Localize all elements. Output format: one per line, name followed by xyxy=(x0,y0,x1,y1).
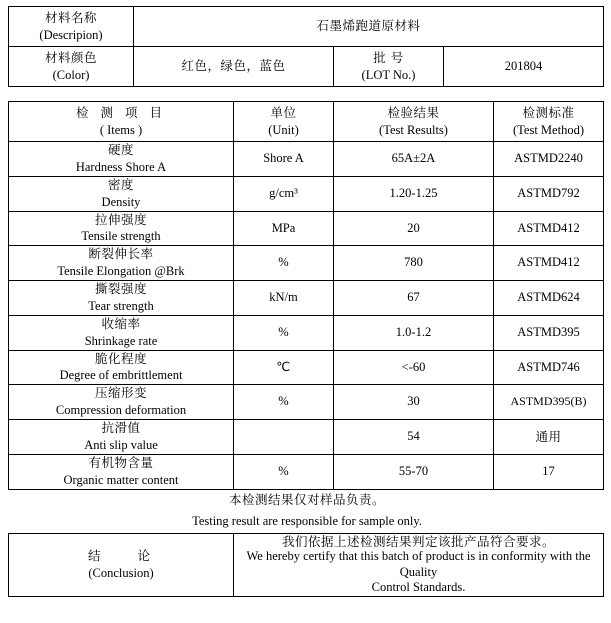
cell-result: 65A±2A xyxy=(334,142,494,177)
table-row xyxy=(9,454,604,489)
cell-item: 脆化程度 Degree of embrittlement xyxy=(9,350,234,385)
cell-unit: % xyxy=(234,246,334,281)
column-header-results: 检验结果 (Test Results) xyxy=(334,102,494,142)
label-lot-en: (LOT No.) xyxy=(361,67,416,82)
label-lot xyxy=(334,47,444,87)
cell-unit: kN/m xyxy=(234,281,334,316)
cell-item: 收缩率 Shrinkage rate xyxy=(9,315,234,350)
label-lot-cn: 批 号 xyxy=(373,49,404,65)
cell-unit xyxy=(234,420,334,455)
conclusion-body xyxy=(234,533,604,597)
cell-item: 断裂伸长率 Tensile Elongation @Brk xyxy=(9,246,234,281)
column-header-unit: 单位 (Unit) xyxy=(234,102,334,142)
conclusion-row xyxy=(9,533,604,597)
table-row-color-lot xyxy=(9,47,604,87)
table-row xyxy=(9,281,604,316)
report-sheet xyxy=(8,6,603,597)
cell-unit: % xyxy=(234,315,334,350)
note-row-cn xyxy=(9,489,604,511)
label-description-cn: 材料名称 xyxy=(44,9,97,25)
cell-item: 硬度 Hardness Shore A xyxy=(9,142,234,177)
cell-result: 1.0-1.2 xyxy=(334,315,494,350)
value-color: 红色，绿色，蓝色 xyxy=(134,47,334,87)
cell-method: 通用 xyxy=(494,420,604,455)
conclusion-label-en: (Conclusion) xyxy=(88,565,154,580)
cell-result: 1.20-1.25 xyxy=(334,176,494,211)
table-row xyxy=(9,350,604,385)
cell-item: 压缩形变 Compression deformation xyxy=(9,385,234,420)
table-row xyxy=(9,142,604,177)
label-description xyxy=(9,7,134,47)
cell-method: ASTMD395(B) xyxy=(494,385,604,420)
label-color-cn: 材料颜色 xyxy=(44,49,97,65)
cell-item: 有机物含量 Organic matter content xyxy=(9,454,234,489)
cell-method: ASTMD746 xyxy=(494,350,604,385)
note-en: Testing result are responsible for sample only. xyxy=(192,513,422,528)
label-description-en: (Descripion) xyxy=(39,27,103,42)
table-row-description xyxy=(9,7,604,47)
section-gap xyxy=(8,87,603,101)
cell-result: 55-70 xyxy=(334,454,494,489)
cell-unit: Shore A xyxy=(234,142,334,177)
cell-method: 17 xyxy=(494,454,604,489)
cell-method: ASTMD2240 xyxy=(494,142,604,177)
cell-item: 密度 Density xyxy=(9,176,234,211)
cell-result: 30 xyxy=(334,385,494,420)
cell-result: 780 xyxy=(334,246,494,281)
column-header-method: 检测标准 (Test Method) xyxy=(494,102,604,142)
table-row xyxy=(9,385,604,420)
cell-result: 67 xyxy=(334,281,494,316)
cell-method: ASTMD395 xyxy=(494,315,604,350)
table-row xyxy=(9,246,604,281)
cell-method: ASTMD624 xyxy=(494,281,604,316)
cell-unit: ℃ xyxy=(234,350,334,385)
table-header-row xyxy=(9,102,604,142)
cell-result: 20 xyxy=(334,211,494,246)
cell-unit: g/cm³ xyxy=(234,176,334,211)
cell-item: 撕裂强度 Tear strength xyxy=(9,281,234,316)
cell-unit: MPa xyxy=(234,211,334,246)
conclusion-label xyxy=(9,533,234,597)
cell-method: ASTMD412 xyxy=(494,211,604,246)
column-header-items: 检 测 项 目 ( Items ) xyxy=(9,102,234,142)
cell-result: 54 xyxy=(334,420,494,455)
table-row xyxy=(9,315,604,350)
cell-method: ASTMD792 xyxy=(494,176,604,211)
note-row-en xyxy=(9,511,604,533)
cell-method: ASTMD412 xyxy=(494,246,604,281)
value-lot: 201804 xyxy=(444,47,604,87)
results-table xyxy=(8,101,604,597)
conclusion-text-en-1: We hereby certify that this batch of product is in conformity with the Quality xyxy=(246,549,591,579)
value-description: 石墨烯跑道原材料 xyxy=(134,7,604,47)
table-row xyxy=(9,420,604,455)
label-color xyxy=(9,47,134,87)
cell-item: 拉伸强度 Tensile strength xyxy=(9,211,234,246)
header-table xyxy=(8,6,604,87)
label-color-en: (Color) xyxy=(52,67,90,82)
conclusion-text-cn: 我们依据上述检测结果判定该批产品符合要求。 xyxy=(281,533,555,549)
cell-item: 抗滑值 Anti slip value xyxy=(9,420,234,455)
conclusion-text-en-2: Control Standards. xyxy=(371,580,466,595)
conclusion-label-cn: 结 论 xyxy=(87,547,154,563)
cell-unit: % xyxy=(234,454,334,489)
table-row xyxy=(9,211,604,246)
note-cn: 本检测结果仅对样品负责。 xyxy=(228,492,385,508)
table-row xyxy=(9,176,604,211)
cell-unit: % xyxy=(234,385,334,420)
cell-result: <-60 xyxy=(334,350,494,385)
